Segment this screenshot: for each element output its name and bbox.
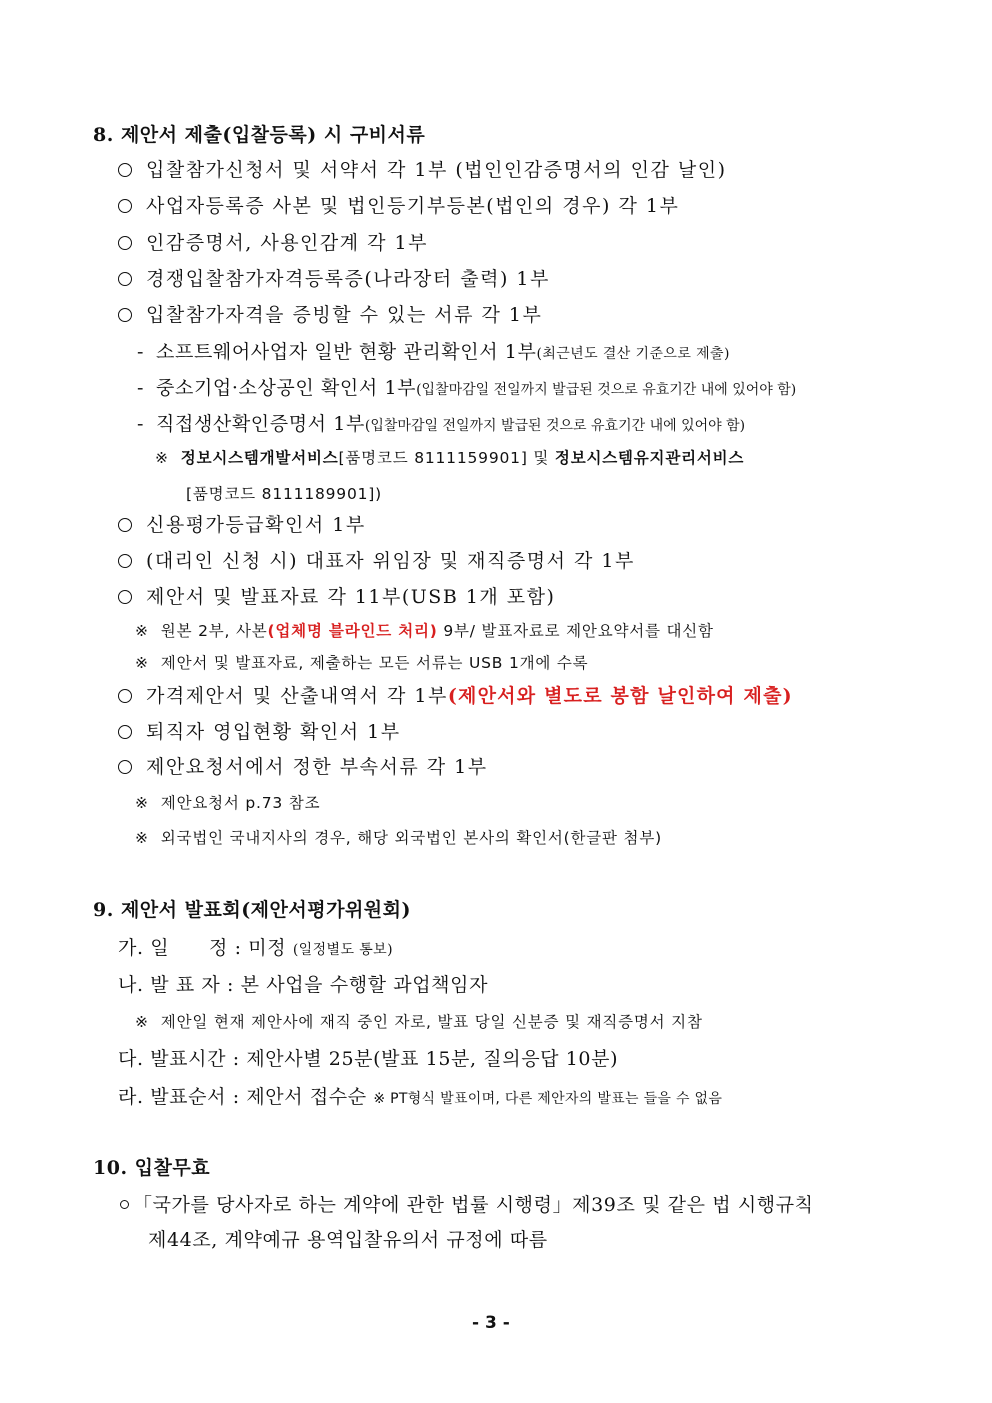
small-circle-bullet-icon (120, 1200, 129, 1209)
sub-list-item: - 소프트웨어사업자 일반 현황 관리확인서 1부(최근년도 결산 기준으로 제출) (137, 341, 730, 363)
circle-bullet-icon (118, 590, 132, 604)
invalid-bid-line-cont: 제44조, 계약예규 용역입찰유의서 규정에 따름 (148, 1229, 548, 1251)
presenter-note: ※ 제안일 현재 제안사에 재직 중인 자로, 발표 당일 신분증 및 재직증명서 지참 (135, 1013, 703, 1031)
reference-mark-icon: ※ (135, 794, 149, 812)
reference-mark-icon: ※ (135, 829, 149, 847)
schedule-line: 가. 일 정 : 미정 (일정별도 통보) (118, 937, 393, 959)
reference-note: ※ 제안요청서 p.73 참조 (135, 794, 321, 812)
circle-bullet-icon (118, 689, 132, 703)
dash-bullet-icon: - (137, 341, 145, 363)
list-item: 제안서 및 발표자료 각 11부(USB 1개 포함) (118, 582, 555, 609)
copies-note: ※ 원본 2부, 사본(업체명 블라인드 처리) 9부/ 발표자료로 제안요약서를 대신함 (135, 622, 714, 640)
usb-note: ※ 제안서 및 발표자료, 제출하는 모든 서류는 USB 1개에 수록 (135, 654, 589, 672)
sealed-submission-highlight: (제안서와 별도로 봉함 날인하여 제출) (447, 685, 793, 707)
reference-note: ※ 외국법인 국내지사의 경우, 해당 외국법인 본사의 확인서(한글판 첨부) (135, 829, 662, 847)
presenter-line: 나. 발 표 자 : 본 사업을 수행할 과업책임자 (118, 974, 489, 996)
list-item: (대리인 신청 시) 대표자 위임장 및 재직증명서 각 1부 (118, 546, 635, 573)
reference-mark-icon: ※ (135, 654, 149, 672)
blind-processing-highlight: (업체명 블라인드 처리) (267, 622, 438, 640)
list-item: 입찰참가신청서 및 서약서 각 1부 (법인인감증명서의 인감 날인) (118, 155, 727, 182)
list-item-price: 가격제안서 및 산출내역서 각 1부(제안서와 별도로 봉함 날인하여 제출) (118, 681, 793, 708)
list-item: 퇴직자 영입현황 확인서 1부 (118, 717, 401, 744)
presentation-time-line: 다. 발표시간 : 제안사별 25분(발표 15분, 질의응답 10분) (118, 1048, 619, 1070)
circle-bullet-icon (118, 760, 132, 774)
list-item: 사업자등록증 사본 및 법인등기부등본(법인의 경우) 각 1부 (118, 191, 679, 218)
circle-bullet-icon (118, 163, 132, 177)
section-9-heading: 9. 제안서 발표회(제안서평가위원회) (93, 899, 412, 921)
list-item: 제안요청서에서 정한 부속서류 각 1부 (118, 752, 488, 779)
section-10-heading: 10. 입찰무효 (93, 1157, 211, 1179)
list-item: 입찰참가자격을 증빙할 수 있는 서류 각 1부 (118, 300, 542, 327)
sub-list-item: - 직접생산확인증명서 1부(입찰마감일 전일까지 발급된 것으로 유효기간 내에 있어야 함) (137, 413, 746, 435)
page-number: - 3 - (472, 1313, 510, 1333)
sub-list-item: - 중소기업·소상공인 확인서 1부(입찰마감일 전일까지 발급된 것으로 유효기간 내에 있어야 함) (137, 377, 797, 399)
product-code-note: ※ 정보시스템개발서비스[품명코드 8111159901] 및 정보시스템유지관리서비스 (155, 449, 745, 467)
list-item: 인감증명서, 사용인감계 각 1부 (118, 228, 428, 255)
presentation-order-line: 라. 발표순서 : 제안서 접수순 ※ PT형식 발표이며, 다른 제안자의 발표는 들을 수 없음 (118, 1086, 723, 1108)
circle-bullet-icon (118, 554, 132, 568)
reference-mark-icon: ※ (135, 1013, 149, 1031)
invalid-bid-line: 「국가를 당사자로 하는 계약에 관한 법률 시행령」제39조 및 같은 법 시행규칙 (120, 1190, 814, 1217)
circle-bullet-icon (118, 308, 132, 322)
list-item: 신용평가등급확인서 1부 (118, 510, 366, 537)
reference-mark-icon: ※ (135, 622, 149, 640)
circle-bullet-icon (118, 725, 132, 739)
dash-bullet-icon: - (137, 413, 145, 435)
circle-bullet-icon (118, 199, 132, 213)
circle-bullet-icon (118, 236, 132, 250)
reference-mark-icon: ※ (155, 449, 169, 467)
circle-bullet-icon (118, 518, 132, 532)
list-item: 경쟁입찰참가자격등록증(나라장터 출력) 1부 (118, 264, 550, 291)
product-code-note-cont: [품명코드 8111189901]) (186, 485, 382, 503)
section-8-heading: 8. 제안서 제출(입찰등록) 시 구비서류 (93, 124, 426, 146)
circle-bullet-icon (118, 272, 132, 286)
dash-bullet-icon: - (137, 377, 145, 399)
